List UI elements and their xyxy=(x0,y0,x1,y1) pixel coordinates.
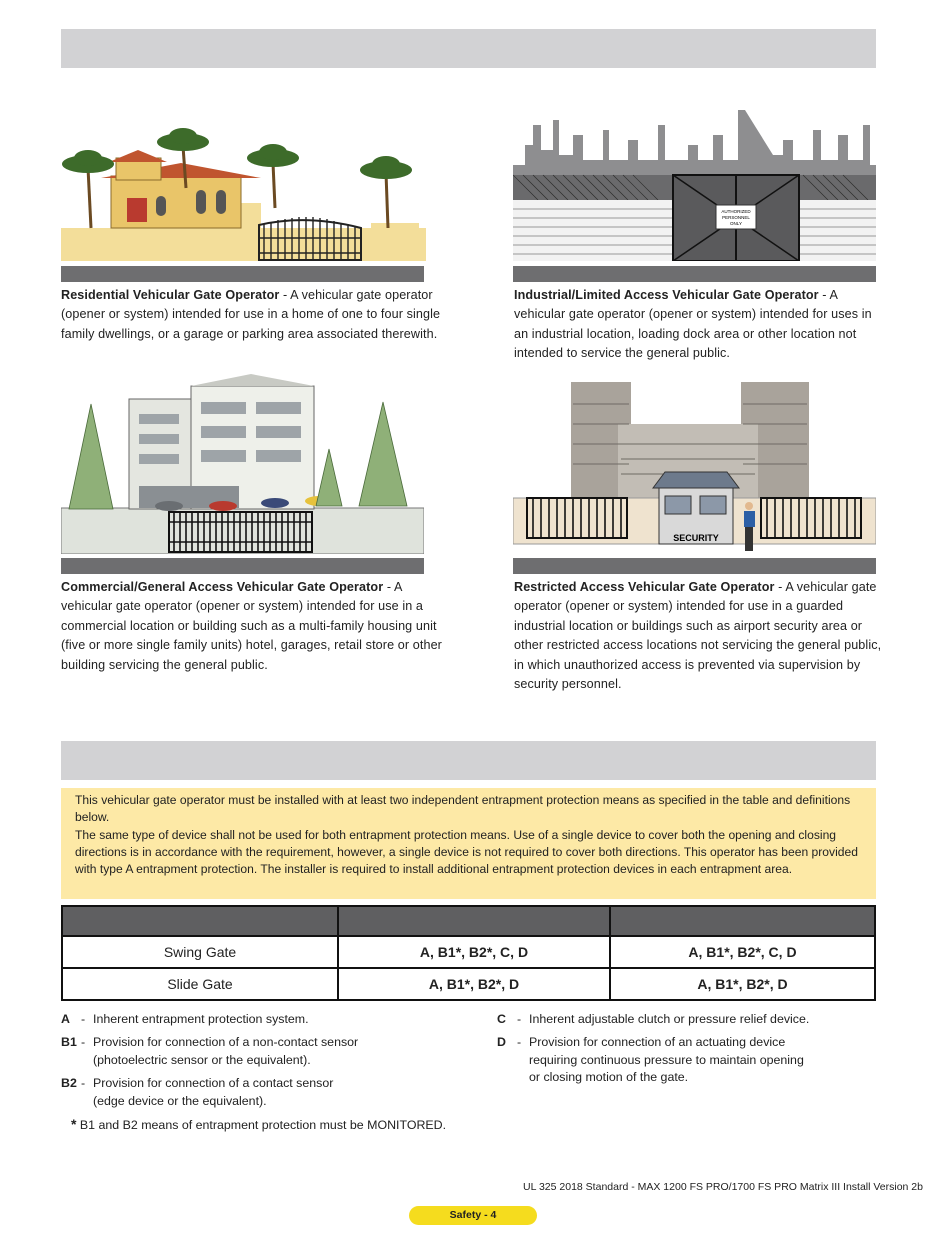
industrial-illustration xyxy=(513,105,876,261)
definition-c: C - Inherent adjustable clutch or pressure relief device. xyxy=(497,1012,810,1026)
table-cell: A, B1*, B2*, C, D xyxy=(610,936,875,968)
residential-illustration xyxy=(61,128,426,261)
table-header-row xyxy=(62,906,875,936)
page-number-badge: Safety - 4 xyxy=(409,1206,537,1225)
table-row xyxy=(62,968,875,1000)
sign-line-3: ONLY xyxy=(730,221,742,226)
section-header-bar xyxy=(61,29,876,68)
security-booth-label: SECURITY xyxy=(673,533,719,543)
table-cell: A, B1*, B2*, D xyxy=(338,968,610,1000)
table-row xyxy=(62,936,875,968)
table-cell: A, B1*, B2*, C, D xyxy=(338,936,610,968)
definition-d: D - Provision for connection of an actuating device requiring continuous pressure to maintain opening or closing motion of the gate. xyxy=(497,1035,804,1085)
notice-paragraph: The same type of device shall not be used for both entrapment protection means. Use of a single device to cover both the opening and closing directions is in accordance with the requirement, however, a single device is not required to cover both directions. This operator has been provided with type A entrapment protection. The installer is required to install additional entrapment protection devices in each entrapment area. xyxy=(75,827,858,877)
image-caption-bar xyxy=(513,558,876,574)
table-header-cell xyxy=(62,906,338,936)
commercial-illustration xyxy=(61,374,424,554)
image-caption-bar xyxy=(513,266,876,282)
definitions-left xyxy=(61,1011,481,1134)
image-caption-bar xyxy=(61,558,424,574)
definitions-right xyxy=(497,1011,877,1087)
monitored-note: * B1 and B2 means of entrapment protection must be MONITORED. xyxy=(71,1116,447,1133)
table-header-cell xyxy=(610,906,875,936)
definition-a: A - Inherent entrapment protection system. xyxy=(61,1012,309,1026)
table-cell: A, B1*, B2*, D xyxy=(610,968,875,1000)
commercial-caption: Commercial/General Access Vehicular Gate Operator - A vehicular gate operator (opener or system) intended for use in a commercial location or building such as a multi-family housing unit (five or more single family units) hotel, garages, retail store or other building servicing the general public. xyxy=(61,580,442,672)
entrapment-notice xyxy=(61,788,876,899)
sign-line-1: AUTHORIZED xyxy=(721,209,751,214)
table-header-cell xyxy=(338,906,610,936)
section-header-bar xyxy=(61,741,876,780)
notice-paragraph: This vehicular gate operator must be installed with at least two independent entrapment protection means as specified in the table and definitions below. xyxy=(75,793,851,825)
row-label: Swing Gate xyxy=(62,936,338,968)
row-label: Slide Gate xyxy=(62,968,338,1000)
sign-line-2: PERSONNEL xyxy=(722,215,750,220)
residential-caption: Residential Vehicular Gate Operator - A vehicular gate operator (opener or system) intended for use in a home of one to four single family dwellings, or a garage or parking area associated therewith. xyxy=(61,288,441,341)
definition-b2: B2 - Provision for connection of a contact sensor (edge device or the equivalent). xyxy=(61,1076,334,1108)
entrapment-matrix-table xyxy=(61,905,876,1001)
image-caption-bar xyxy=(61,266,424,282)
industrial-caption: Industrial/Limited Access Vehicular Gate Operator - A vehicular gate operator (opener or system) intended for uses in an industrial location, loading dock area or other location not intended to service the general public. xyxy=(514,288,872,361)
definition-b1: B1 - Provision for connection of a non-contact sensor (photoelectric sensor or the equivalent). xyxy=(61,1035,359,1067)
restricted-illustration xyxy=(513,374,876,554)
footer-document-title: UL 325 2018 Standard - MAX 1200 FS PRO/1700 FS PRO Matrix III Install Version 2b xyxy=(523,1181,923,1193)
restricted-caption: Restricted Access Vehicular Gate Operator - A vehicular gate operator (opener or system) intended for use in a guarded industrial location or buildings such as airport security area or other restricted access locations not servicing the general public, in which unauthorized access is prevented via supervision by security personnel. xyxy=(514,580,882,692)
